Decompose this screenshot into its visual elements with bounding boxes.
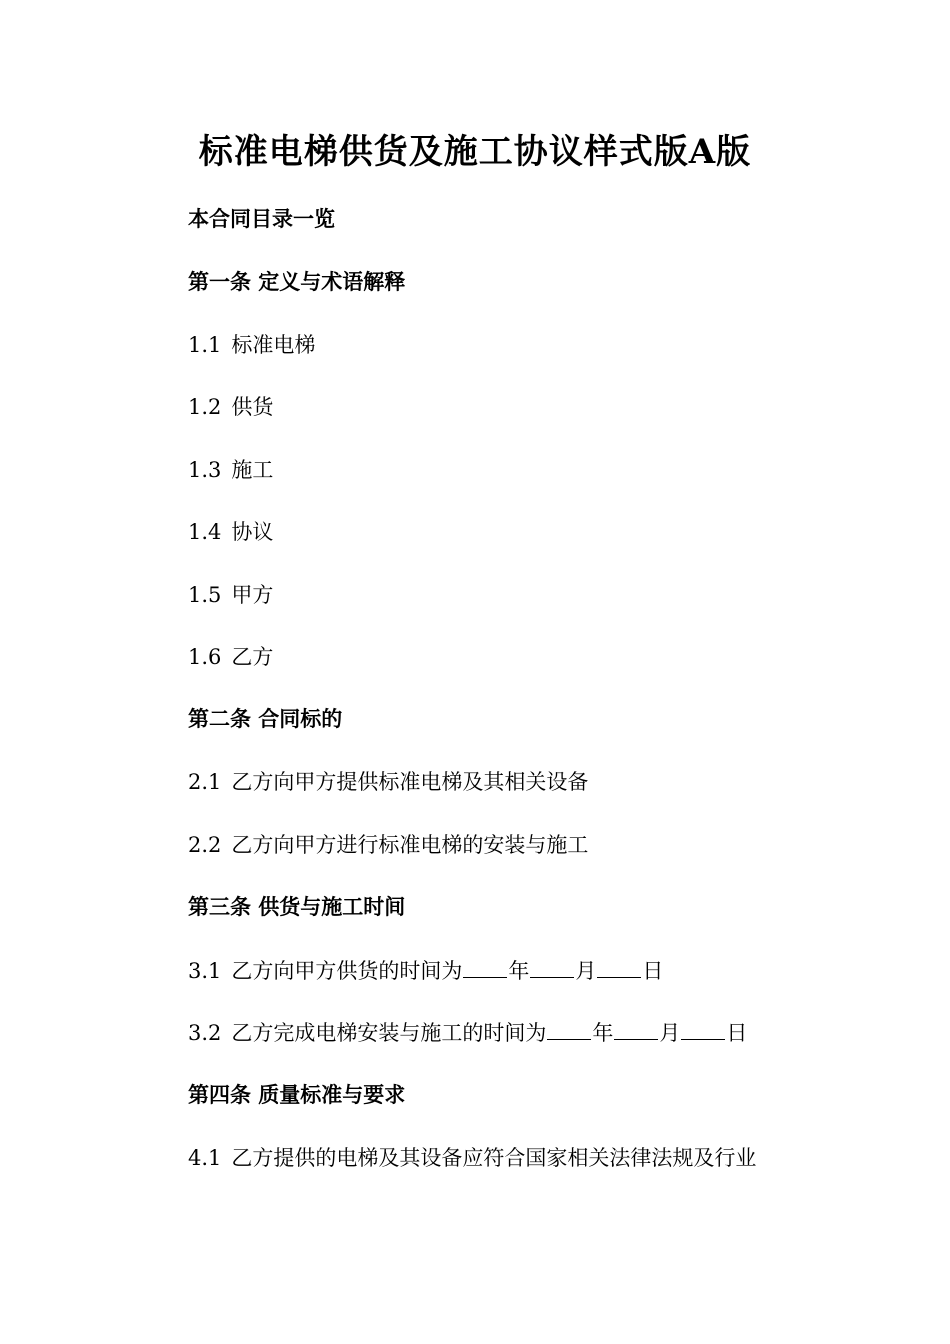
item-number: 1.3 xyxy=(188,458,222,482)
list-item xyxy=(188,955,663,986)
item-text: 标准电梯 xyxy=(231,333,316,357)
list-item xyxy=(188,517,273,547)
document-title: 标准电梯供货及施工协议样式版A版 xyxy=(198,132,752,172)
item-number: 2.2 xyxy=(188,833,222,857)
day-blank xyxy=(597,955,641,978)
item-text: 乙方向甲方进行标准电梯的安装与施工 xyxy=(231,833,589,857)
list-item xyxy=(188,767,588,797)
year-label: 年 xyxy=(508,959,530,983)
list-item xyxy=(188,580,273,610)
list-item xyxy=(188,1143,756,1173)
item-text: 供货 xyxy=(231,395,274,419)
article-3-heading: 第三条 供货与施工时间 xyxy=(188,894,406,919)
day-label: 日 xyxy=(642,959,664,983)
item-text: 乙方向甲方供货的时间为 xyxy=(231,959,463,983)
article-2-heading: 第二条 合同标的 xyxy=(188,706,343,731)
item-number: 3.2 xyxy=(188,1021,222,1045)
item-text: 甲方 xyxy=(231,583,274,607)
year-blank xyxy=(463,955,507,978)
item-text: 乙方提供的电梯及其设备应符合国家相关法律法规及行业 xyxy=(231,1146,757,1170)
item-number: 1.1 xyxy=(188,333,222,357)
list-item xyxy=(188,330,315,360)
day-blank xyxy=(681,1017,725,1040)
item-text: 乙方向甲方提供标准电梯及其相关设备 xyxy=(231,770,589,794)
list-item xyxy=(188,392,273,422)
item-number: 1.2 xyxy=(188,395,222,419)
item-number: 3.1 xyxy=(188,959,222,983)
month-blank xyxy=(530,955,574,978)
year-blank xyxy=(547,1017,591,1040)
day-label: 日 xyxy=(726,1021,748,1045)
item-number: 1.4 xyxy=(188,520,222,544)
year-label: 年 xyxy=(592,1021,614,1045)
list-item xyxy=(188,830,588,860)
list-item xyxy=(188,1017,747,1048)
month-label: 月 xyxy=(659,1021,681,1045)
article-1-heading: 第一条 定义与术语解释 xyxy=(188,269,406,294)
item-text: 乙方完成电梯安装与施工的时间为 xyxy=(231,1021,547,1045)
item-number: 4.1 xyxy=(188,1146,222,1170)
article-4-heading: 第四条 质量标准与要求 xyxy=(188,1082,406,1107)
item-number: 1.5 xyxy=(188,583,222,607)
item-text: 乙方 xyxy=(231,645,274,669)
list-item xyxy=(188,455,273,485)
toc-heading: 本合同目录一览 xyxy=(188,206,335,231)
month-blank xyxy=(614,1017,658,1040)
item-number: 2.1 xyxy=(188,770,222,794)
item-text: 协议 xyxy=(231,520,274,544)
item-text: 施工 xyxy=(231,458,274,482)
month-label: 月 xyxy=(575,959,597,983)
item-number: 1.6 xyxy=(188,645,222,669)
list-item xyxy=(188,642,273,672)
